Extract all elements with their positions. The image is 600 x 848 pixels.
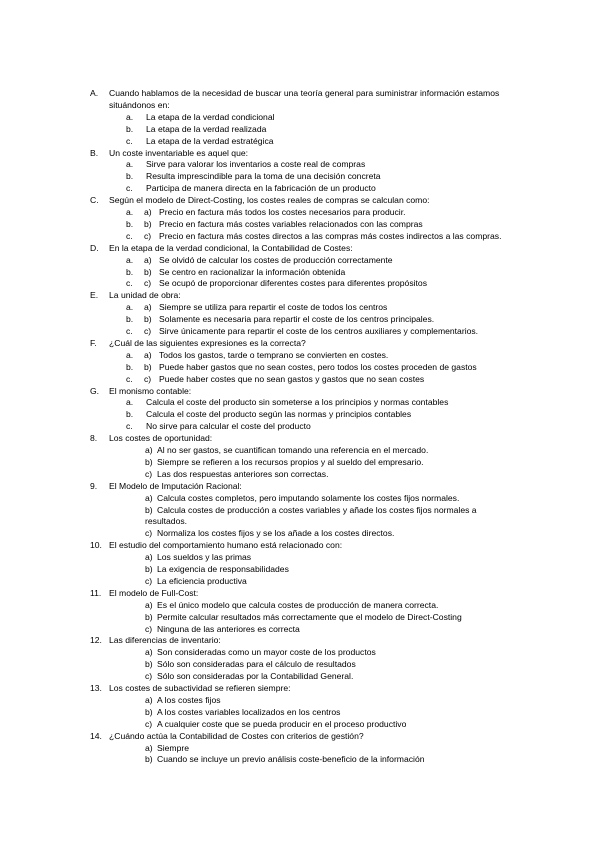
answer-option xyxy=(0,505,600,517)
option-text: A los costes variables localizados en los centros xyxy=(157,706,341,717)
question-text: El monismo contable: xyxy=(109,385,192,396)
option-label: c. xyxy=(126,373,133,384)
question-text: La unidad de obra: xyxy=(109,290,181,301)
option-text: Cuando se incluye un previo análisis coste-beneficio de la información xyxy=(157,754,425,765)
option-label: b) xyxy=(145,456,153,467)
question-number: 8. xyxy=(90,433,98,444)
option-text: A cualquier coste que se pueda producir en el proceso productivo xyxy=(157,718,407,729)
option-label: a. xyxy=(126,397,134,408)
question-number: B. xyxy=(90,147,99,158)
option-label: a. xyxy=(126,254,134,265)
answer-option xyxy=(0,457,600,469)
answer-option xyxy=(0,624,600,636)
option-label: a. xyxy=(126,111,134,122)
question-number: 13. xyxy=(90,683,102,693)
option-text: Resulta imprescindible para la toma de una decisión concreta xyxy=(146,171,381,182)
option-text: La etapa de la verdad realizada xyxy=(146,123,267,134)
option-text: Participa de manera directa en la fabricación de un producto xyxy=(146,183,376,194)
answer-option xyxy=(0,374,600,386)
question-line xyxy=(0,290,600,302)
question-line xyxy=(0,635,600,647)
option-text: Todos los gastos, tarde o temprano se convierten en costes. xyxy=(159,349,389,360)
option-label: c) xyxy=(145,671,153,682)
option-label: a. xyxy=(126,349,134,360)
option-label: a) xyxy=(145,599,153,610)
question-number: D. xyxy=(90,242,99,253)
option-text: Precio en factura más costes variables relacionados con las compras xyxy=(159,218,423,229)
option-text: Calcula el coste del producto según las normas y principios contables xyxy=(146,409,412,420)
answer-option xyxy=(0,719,600,731)
answer-option xyxy=(0,219,600,231)
answer-option xyxy=(0,326,600,338)
question-text: Cuando hablamos de la necesidad de buscar una teoría general para suministrar información estamos xyxy=(109,88,500,98)
option-label: c. xyxy=(126,326,133,336)
answer-option xyxy=(0,255,600,267)
answer-option xyxy=(0,159,600,171)
option-label: b. xyxy=(126,218,134,229)
option-text: Puede haber gastos que no sean costes, pero todos los costes proceden de gastos xyxy=(159,361,477,372)
question-line xyxy=(0,731,600,743)
question-line xyxy=(0,243,600,255)
option-text: Siempre se utiliza para repartir el coste de todos los centros xyxy=(159,302,388,313)
option-label: a. xyxy=(126,207,134,217)
answer-option xyxy=(0,707,600,719)
option-text: Sólo son consideradas por la Contabilidad General. xyxy=(157,671,354,682)
option-label: a. xyxy=(126,159,134,170)
option-text: Calcula costes completos, pero imputando solamente los costes fijos normales. xyxy=(157,492,460,503)
answer-option xyxy=(0,183,600,195)
answer-option-continued xyxy=(0,516,600,528)
option-text: Los sueldos y las primas xyxy=(157,552,252,563)
option-label: b) xyxy=(145,564,153,574)
answer-option xyxy=(0,695,600,707)
answer-option xyxy=(0,576,600,588)
option-text: Normaliza los costes fijos y se los añade a los costes directos. xyxy=(157,528,395,539)
option-sublabel: a) xyxy=(144,349,152,360)
answer-option xyxy=(0,231,600,243)
option-label: c) xyxy=(145,468,153,479)
question-text: Los costes de oportunidad: xyxy=(109,433,213,444)
option-label: c) xyxy=(145,528,153,539)
option-sublabel: b) xyxy=(144,361,152,372)
answer-option xyxy=(0,445,600,457)
option-sublabel: c) xyxy=(144,326,152,336)
option-text: Calcula el coste del producto sin someterse a los principios y normas contables xyxy=(146,397,449,408)
option-label: a) xyxy=(145,552,153,563)
option-sublabel: b) xyxy=(144,218,152,229)
answer-option xyxy=(0,207,600,219)
option-label: b) xyxy=(145,706,153,717)
option-label: c. xyxy=(126,278,133,289)
answer-option xyxy=(0,362,600,374)
question-line xyxy=(0,88,600,100)
option-sublabel: a) xyxy=(144,254,152,265)
option-text: Sirve únicamente para repartir el coste de los centros auxiliares y complementarios. xyxy=(159,326,479,336)
question-number: F. xyxy=(90,337,97,348)
option-text: Las dos respuestas anteriores son correctas. xyxy=(157,468,329,479)
question-number: E. xyxy=(90,290,99,301)
option-text: La exigencia de responsabilidades xyxy=(157,564,289,574)
option-text: Solamente es necesaria para repartir el coste de los centros principales. xyxy=(159,314,435,325)
option-label: b) xyxy=(145,659,153,670)
option-text: Se olvidó de calcular los costes de producción correctamente xyxy=(159,254,393,265)
question-number: A. xyxy=(90,88,99,98)
answer-option xyxy=(0,421,600,433)
answer-option xyxy=(0,552,600,564)
option-label: c. xyxy=(126,135,133,146)
option-text: Son consideradas como un mayor coste de los productos xyxy=(157,647,376,658)
answer-option xyxy=(0,267,600,279)
option-sublabel: c) xyxy=(144,230,152,241)
answer-option xyxy=(0,754,600,766)
question-text: El Modelo de Imputación Racional: xyxy=(109,480,242,491)
option-text: Se centro en racionalizar la información obtenida xyxy=(159,266,346,277)
question-text: ¿Cuál de las siguientes expresiones es la correcta? xyxy=(109,337,306,348)
question-number: 12. xyxy=(90,635,102,646)
option-text-continued: resultados. xyxy=(145,516,188,527)
option-label: c. xyxy=(126,421,133,432)
question-line xyxy=(0,540,600,552)
option-sublabel: b) xyxy=(144,314,152,325)
option-label: c) xyxy=(145,623,153,634)
option-text: Puede haber costes que no sean gastos y gastos que no sean costes xyxy=(159,373,425,384)
question-number: 10. xyxy=(90,540,102,551)
option-text: Precio en factura más costes directos a las compras más costes indirectos a las compras. xyxy=(159,230,502,241)
question-line xyxy=(0,386,600,398)
option-label: c) xyxy=(145,575,153,586)
option-label: b) xyxy=(145,754,153,765)
question-line xyxy=(0,338,600,350)
question-number: G. xyxy=(90,385,100,396)
answer-option xyxy=(0,314,600,326)
option-text: Permite calcular resultados más correctamente que el modelo de Direct-Costing xyxy=(157,611,462,622)
option-label: c. xyxy=(126,230,133,241)
option-label: b. xyxy=(126,314,134,325)
option-label: a) xyxy=(145,694,153,705)
question-text: El modelo de Full-Cost: xyxy=(109,587,199,598)
question-text: Las diferencias de inventario: xyxy=(109,635,221,646)
option-sublabel: c) xyxy=(144,373,152,384)
option-text: Ninguna de las anteriores es correcta xyxy=(157,623,300,634)
answer-option xyxy=(0,647,600,659)
option-text: Sólo son consideradas para el cálculo de resultados xyxy=(157,659,356,670)
question-line xyxy=(0,683,600,695)
question-line xyxy=(0,148,600,160)
option-sublabel: a) xyxy=(144,302,152,313)
option-text: Sirve para valorar los inventarios a coste real de compras xyxy=(146,159,366,170)
answer-option xyxy=(0,612,600,624)
answer-option xyxy=(0,469,600,481)
option-label: a) xyxy=(145,445,153,455)
option-sublabel: a) xyxy=(144,207,152,217)
option-label: b. xyxy=(126,266,134,277)
question-text: Los costes de subactividad se refieren siempre: xyxy=(109,683,291,693)
question-number: 11. xyxy=(90,587,102,598)
option-label: c. xyxy=(126,183,133,194)
question-line xyxy=(0,195,600,207)
option-sublabel: b) xyxy=(144,266,152,277)
answer-option xyxy=(0,302,600,314)
question-text: Según el modelo de Direct-Costing, los costes reales de compras se calculan como: xyxy=(109,195,430,206)
option-label: b. xyxy=(126,361,134,372)
answer-option xyxy=(0,493,600,505)
question-number: 14. xyxy=(90,730,102,741)
answer-option xyxy=(0,671,600,683)
option-sublabel: c) xyxy=(144,278,152,289)
option-text: Al no ser gastos, se cuantifican tomando una referencia en el mercado. xyxy=(157,445,429,455)
question-line xyxy=(0,433,600,445)
answer-option xyxy=(0,124,600,136)
option-label: a) xyxy=(145,742,153,753)
option-text: La eficiencia productiva xyxy=(157,575,247,586)
question-number: C. xyxy=(90,195,99,206)
question-text: El estudio del comportamiento humano está relacionado con: xyxy=(109,540,343,551)
question-line xyxy=(0,588,600,600)
option-text: Siempre xyxy=(157,742,189,753)
option-text: Precio en factura más todos los costes necesarios para producir. xyxy=(159,207,406,217)
answer-option xyxy=(0,409,600,421)
option-label: b) xyxy=(145,504,153,515)
question-text: ¿Cuándo actúa la Contabilidad de Costes con criterios de gestión? xyxy=(109,730,364,741)
answer-option xyxy=(0,743,600,755)
option-label: c) xyxy=(145,718,153,729)
option-label: b. xyxy=(126,123,134,134)
option-label: a. xyxy=(126,302,134,313)
question-line-continued xyxy=(0,100,600,112)
question-line xyxy=(0,481,600,493)
answer-option xyxy=(0,564,600,576)
option-label: b) xyxy=(145,611,153,622)
question-text-continued: situándonos en: xyxy=(109,99,170,110)
option-text: La etapa de la verdad estratégica xyxy=(146,135,274,146)
answer-option xyxy=(0,528,600,540)
answer-option xyxy=(0,659,600,671)
question-number: 9. xyxy=(90,480,98,491)
answer-option xyxy=(0,350,600,362)
answer-option xyxy=(0,600,600,612)
option-label: a) xyxy=(145,647,153,658)
option-label: a) xyxy=(145,492,153,503)
option-text: A los costes fijos xyxy=(157,694,221,705)
option-text: No sirve para calcular el coste del producto xyxy=(146,421,311,432)
answer-option xyxy=(0,397,600,409)
option-label: b. xyxy=(126,409,134,420)
option-text: Calcula costes de producción a costes variables y añade los costes fijos normales a xyxy=(157,504,477,515)
answer-option xyxy=(0,278,600,290)
answer-option xyxy=(0,112,600,124)
option-text: Es el único modelo que calcula costes de producción de manera correcta. xyxy=(157,599,439,610)
question-text: Un coste inventariable es aquel que: xyxy=(109,147,249,158)
question-text: En la etapa de la verdad condicional, la Contabilidad de Costes: xyxy=(109,242,353,253)
answer-option xyxy=(0,171,600,183)
option-text: La etapa de la verdad condicional xyxy=(146,111,275,122)
option-text: Se ocupó de proporcionar diferentes costes para diferentes propósitos xyxy=(159,278,428,289)
option-text: Siempre se refieren a los recursos propios y al sueldo del empresario. xyxy=(157,456,424,467)
option-label: b. xyxy=(126,171,134,182)
answer-option xyxy=(0,136,600,148)
